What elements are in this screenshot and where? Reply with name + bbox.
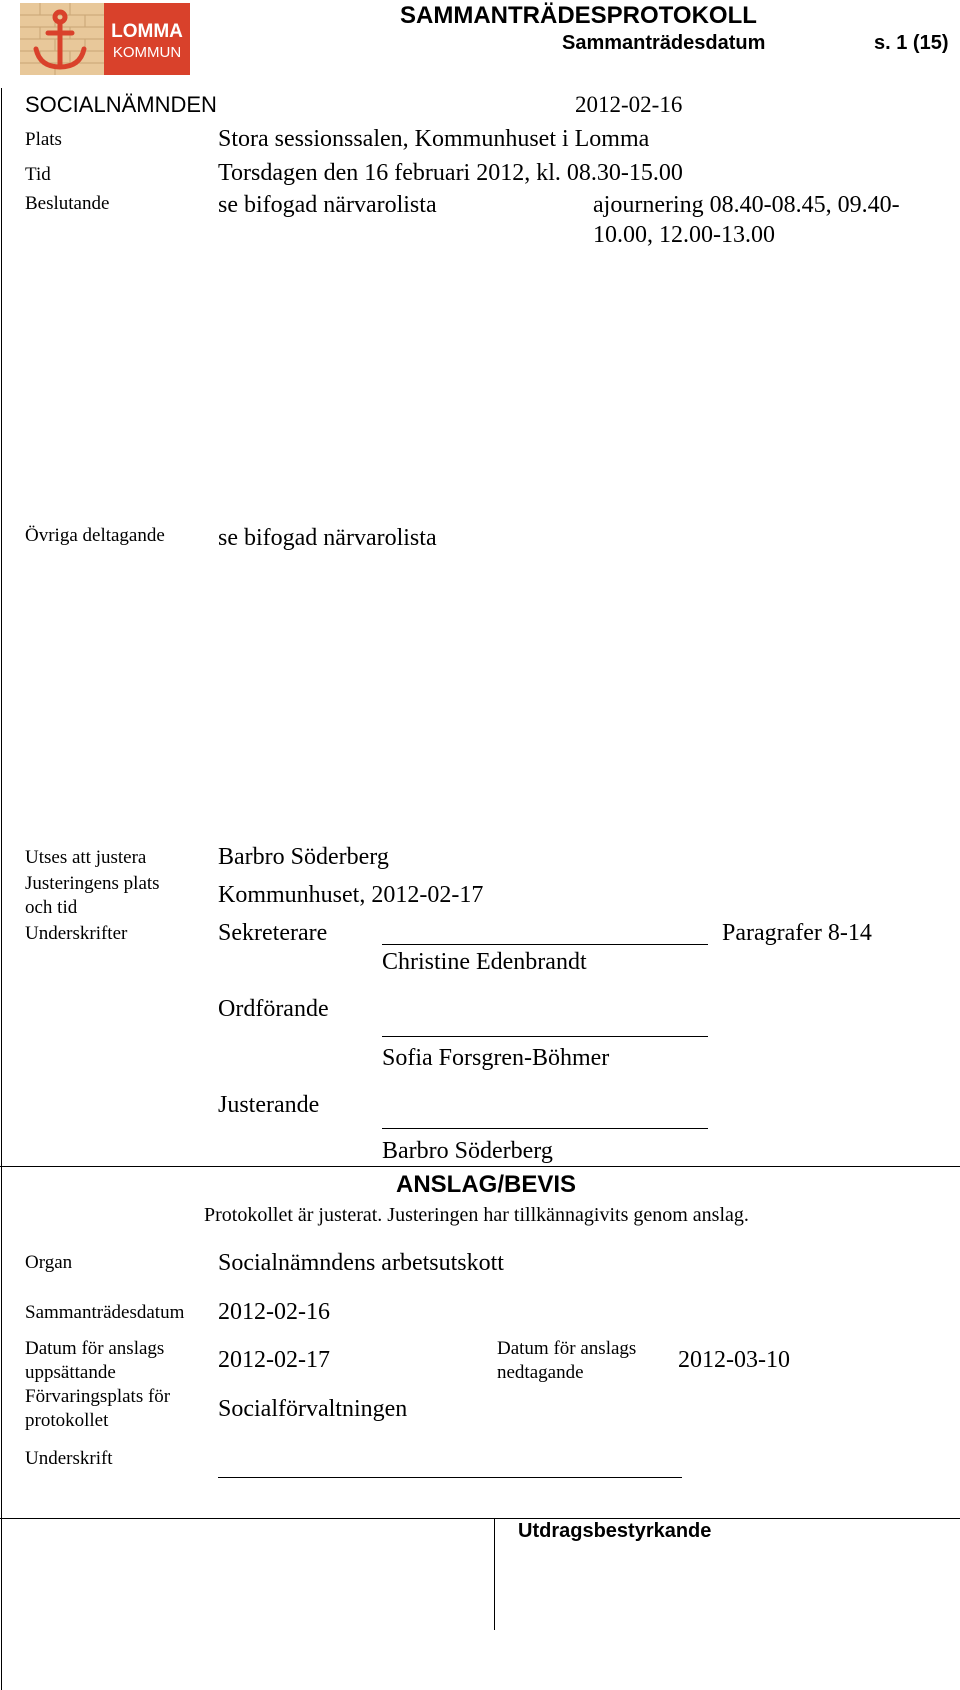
meeting-date-value: 2012-02-16 <box>218 1299 330 1325</box>
justering-place-label-1: Justeringens plats <box>25 873 160 894</box>
posted-label-2: uppsättande <box>25 1362 116 1383</box>
time-value: Torsdagen den 16 februari 2012, kl. 08.30-15.00 <box>218 160 683 186</box>
committee-name: SOCIALNÄMNDEN <box>25 92 217 117</box>
justering-place-label-2: och tid <box>25 897 78 918</box>
adjuster-name: Barbro Söderberg <box>382 1138 553 1164</box>
header-date-label: Sammanträdesdatum <box>562 32 766 54</box>
organ-value: Socialnämndens arbetsutskott <box>218 1250 504 1276</box>
document-title: SAMMANTRÄDESPROTOKOLL <box>400 2 757 29</box>
appointed-label: Utses att justera <box>25 847 147 868</box>
paragraphs: Paragrafer 8-14 <box>722 920 872 946</box>
signature-label: Underskrift <box>25 1448 113 1469</box>
chair-name: Sofia Forsgren-Böhmer <box>382 1045 610 1071</box>
removed-label-2: nedtagande <box>497 1362 584 1383</box>
footer-divider <box>0 1518 960 1519</box>
anslag-signature-line <box>218 1477 682 1478</box>
posted-date: 2012-02-17 <box>218 1347 330 1373</box>
anslag-note: Protokollet är justerat. Justeringen har tillkännagivits genom anslag. <box>204 1204 749 1226</box>
secretary-label: Sekreterare <box>218 920 328 946</box>
chair-signature-line <box>382 1036 708 1037</box>
deciding-value: se bifogad närvarolista <box>218 192 437 218</box>
page-number: s. 1 (15) <box>874 32 949 54</box>
appointed-value: Barbro Söderberg <box>218 844 389 870</box>
adjuster-signature-line <box>382 1128 708 1129</box>
others-value: se bifogad närvarolista <box>218 525 437 551</box>
anslag-divider <box>0 1166 960 1167</box>
adjournment-line-1: ajournering 08.40-08.45, 09.40- <box>593 192 900 218</box>
storage-value: Socialförvaltningen <box>218 1396 408 1422</box>
removed-label-1: Datum för anslags <box>497 1338 637 1359</box>
others-label: Övriga deltagande <box>25 525 165 546</box>
anslag-title: ANSLAG/BEVIS <box>396 1171 577 1198</box>
storage-label-2: protokollet <box>25 1410 109 1431</box>
meeting-date: 2012-02-16 <box>575 92 683 117</box>
lomma-kommun-logo <box>20 3 190 75</box>
adjuster-label: Justerande <box>218 1092 320 1118</box>
signatures-label: Underskrifter <box>25 923 128 944</box>
removed-date: 2012-03-10 <box>678 1347 790 1373</box>
deciding-label: Beslutande <box>25 193 110 214</box>
extract-certification-label: Utdragsbestyrkande <box>518 1520 712 1542</box>
place-label: Plats <box>25 129 62 150</box>
logo-text-kommun: KOMMUN <box>112 44 182 61</box>
organ-label: Organ <box>25 1252 73 1273</box>
adjournment-line-2: 10.00, 12.00-13.00 <box>593 222 775 248</box>
posted-label-1: Datum för anslags <box>25 1338 165 1359</box>
secretary-name: Christine Edenbrandt <box>382 949 587 975</box>
chair-label: Ordförande <box>218 996 329 1022</box>
secretary-signature-line <box>382 944 708 945</box>
time-label: Tid <box>25 164 51 185</box>
left-margin-line <box>1 88 2 1690</box>
storage-label-1: Förvaringsplats för <box>25 1386 171 1407</box>
footer-vertical-divider <box>494 1518 495 1630</box>
justering-place-value: Kommunhuset, 2012-02-17 <box>218 882 484 908</box>
meeting-date-label: Sammanträdesdatum <box>25 1302 185 1323</box>
place-value: Stora sessionssalen, Kommunhuset i Lomma <box>218 126 650 152</box>
logo-text-lomma: LOMMA <box>111 21 183 42</box>
